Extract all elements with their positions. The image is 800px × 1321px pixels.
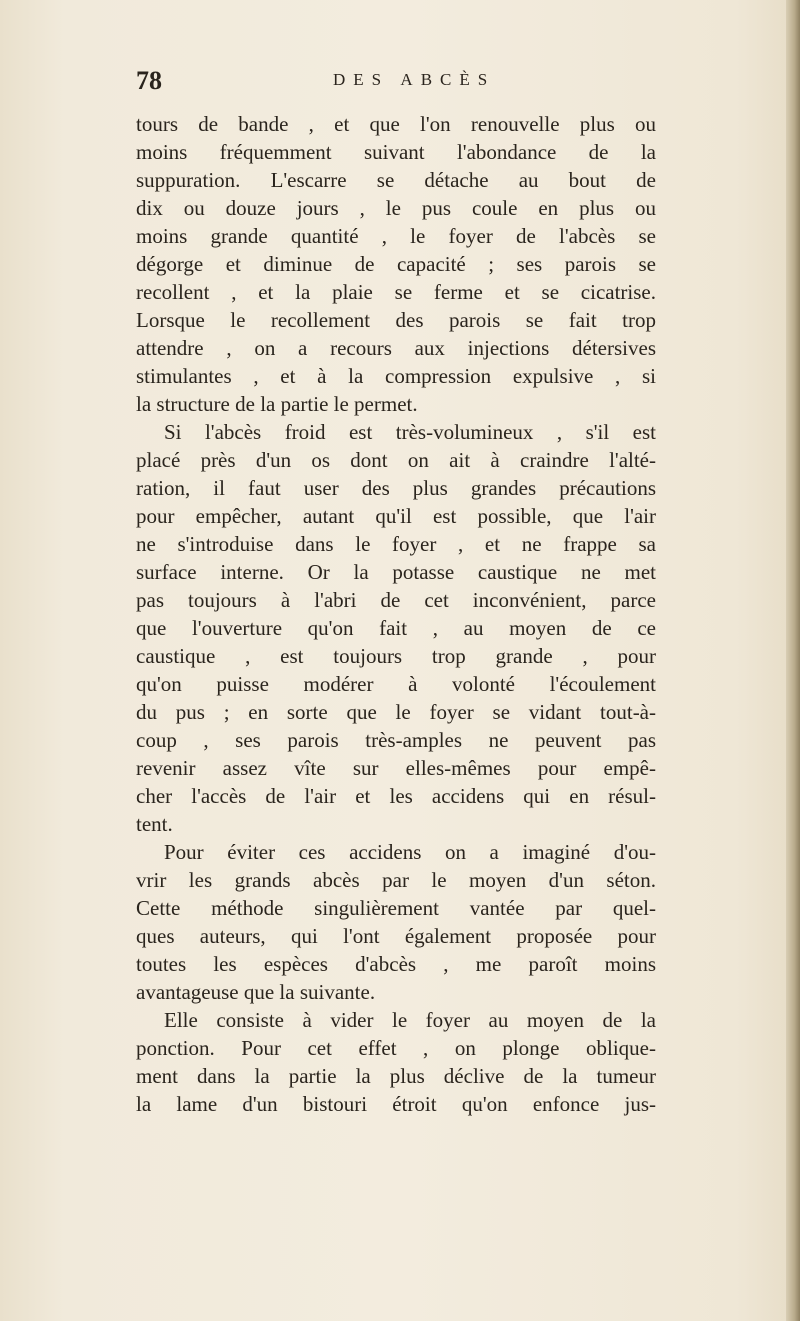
text-line: pour empêcher, autant qu'il est possible, que l'air <box>136 504 656 528</box>
text-line: Pour éviter ces accidens on a imaginé d'ou- <box>164 840 656 864</box>
text-line: recollent , et la plaie se ferme et se cicatrise. <box>136 280 656 304</box>
text-line: revenir assez vîte sur elles-mêmes pour empê- <box>136 756 656 780</box>
page-edge-shadow <box>786 0 800 1321</box>
text-line: surface interne. Or la potasse caustique ne met <box>136 560 656 584</box>
text-line: la lame d'un bistouri étroit qu'on enfonce jus- <box>136 1092 656 1116</box>
page-number: 78 <box>136 66 162 95</box>
text-line: attendre , on a recours aux injections détersives <box>136 336 656 360</box>
text-line: placé près d'un os dont on ait à craindre l'alté- <box>136 448 656 472</box>
text-line: coup , ses parois très-amples ne peuvent pas <box>136 728 656 752</box>
text-line: pas toujours à l'abri de cet inconvénient, parce <box>136 588 656 612</box>
body-text <box>136 110 656 1118</box>
text-line: du pus ; en sorte que le foyer se vidant tout-à- <box>136 700 656 724</box>
text-line: Si l'abcès froid est très-volumineux , s'il est <box>164 420 656 444</box>
text-line: que l'ouverture qu'on fait , au moyen de ce <box>136 616 656 640</box>
page-header <box>136 66 656 106</box>
text-line: vrir les grands abcès par le moyen d'un séton. <box>136 868 656 892</box>
running-title: DES ABCÈS <box>333 70 496 89</box>
text-line: stimulantes , et à la compression expulsive , si <box>136 364 656 388</box>
text-line: la structure de la partie le permet. <box>136 392 418 416</box>
text-line: moins grande quantité , le foyer de l'abcès se <box>136 224 656 248</box>
text-line: ration, il faut user des plus grandes précautions <box>136 476 656 500</box>
text-line: caustique , est toujours trop grande , pour <box>136 644 656 668</box>
text-line: ponction. Pour cet effet , on plonge oblique- <box>136 1036 656 1060</box>
text-line: toutes les espèces d'abcès , me paroît moins <box>136 952 656 976</box>
text-line: ques auteurs, qui l'ont également proposée pour <box>136 924 656 948</box>
text-line: qu'on puisse modérer à volonté l'écoulement <box>136 672 656 696</box>
text-line: tours de bande , et que l'on renouvelle plus ou <box>136 112 656 136</box>
text-line: Cette méthode singulièrement vantée par quel- <box>136 896 656 920</box>
text-line: dégorge et diminue de capacité ; ses parois se <box>136 252 656 276</box>
text-line: dix ou douze jours , le pus coule en plus ou <box>136 196 656 220</box>
text-line: ne s'introduise dans le foyer , et ne frappe sa <box>136 532 656 556</box>
text-line: Elle consiste à vider le foyer au moyen de la <box>164 1008 656 1032</box>
text-line: ment dans la partie la plus déclive de la tumeur <box>136 1064 656 1088</box>
text-line: moins fréquemment suivant l'abondance de la <box>136 140 656 164</box>
text-line: avantageuse que la suivante. <box>136 980 376 1004</box>
text-line: tent. <box>136 812 173 836</box>
text-line: Lorsque le recollement des parois se fait trop <box>136 308 656 332</box>
text-line: cher l'accès de l'air et les accidens qui en résul- <box>136 784 656 808</box>
text-line: suppuration. L'escarre se détache au bout de <box>136 168 656 192</box>
